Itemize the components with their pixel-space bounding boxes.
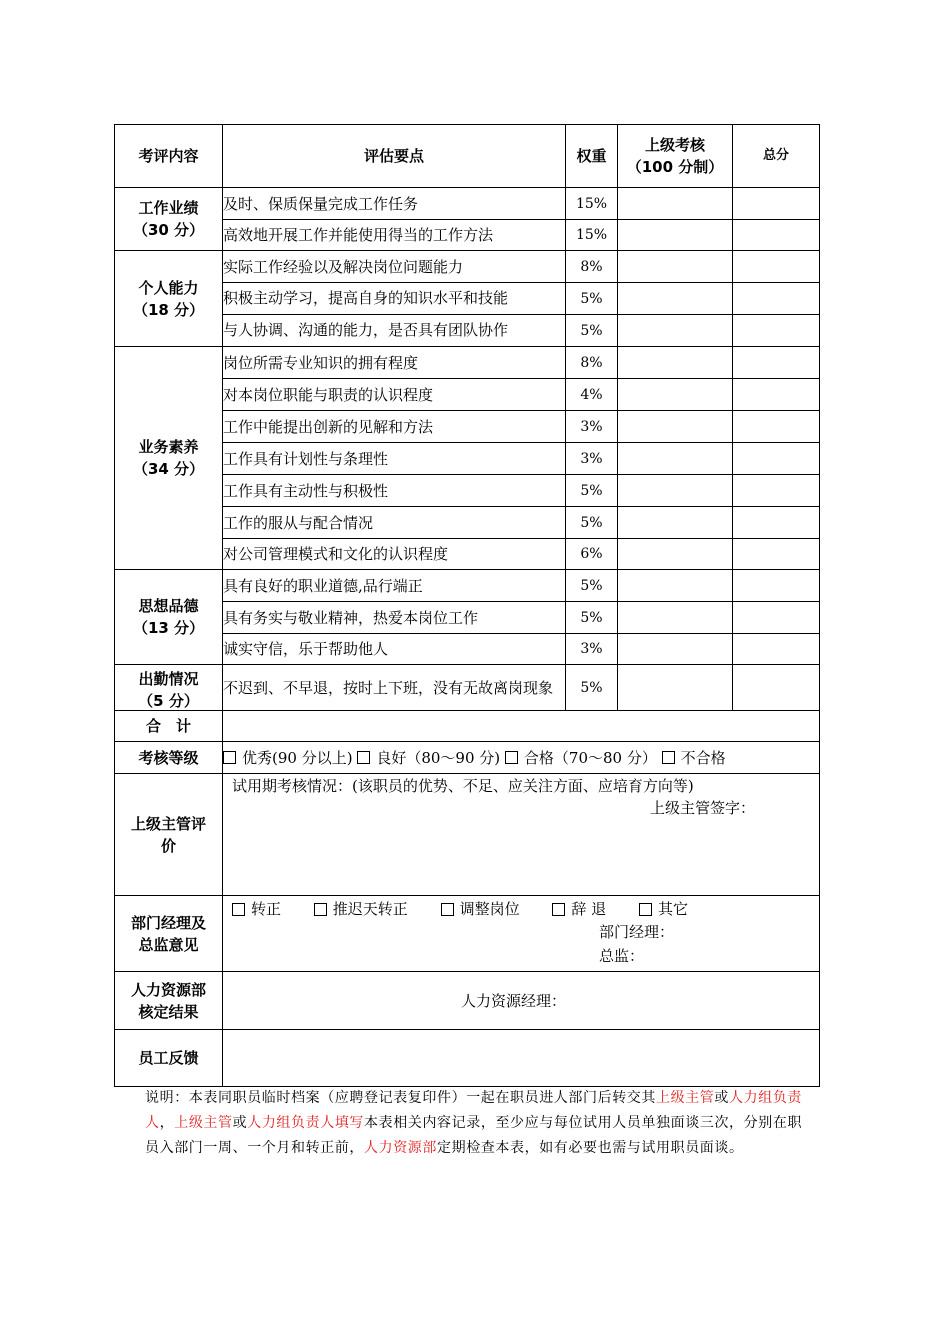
manager-options (223, 896, 819, 920)
note-text: 或 (232, 1115, 248, 1131)
item-text: 不迟到、不早退，按时上下班，没有无故离岗现象 (223, 678, 554, 697)
category-name: 思想品德 (138, 597, 199, 615)
item-text: 具有务实与敬业精神，热爱本岗位工作 (223, 602, 566, 634)
item-text-cell (223, 315, 566, 347)
manager-label (115, 896, 223, 972)
item-weight: 5% (566, 475, 618, 507)
item-text: 及时、保质保量完成工作任务 (223, 188, 566, 220)
dept-manager-signature: 部门经理： (599, 923, 675, 941)
score-input-cell[interactable] (618, 602, 733, 634)
checkbox-icon[interactable] (232, 903, 245, 916)
supervisor-label-line1: 上级主管评 (130, 814, 206, 833)
note-text: 本表相关内容记录，至少应与每位试用人员单独面谈三次，分别在职员入部门一周、一个月和转正前， (145, 1115, 803, 1156)
table-row (115, 251, 820, 283)
item-weight: 5% (566, 570, 618, 602)
item-text-cell (223, 283, 566, 315)
total-input-cell[interactable] (733, 665, 820, 711)
header-supervisor-review-line2: （100 分制） (626, 158, 724, 176)
item-weight: 8% (566, 347, 618, 379)
category-name: 业务素养 (138, 438, 199, 456)
checkbox-icon[interactable] (314, 903, 327, 916)
total-input-cell[interactable] (733, 411, 820, 443)
header-total-score: 总分 (733, 125, 820, 188)
item-text: 对本岗位职能与职责的认识程度 (223, 379, 566, 411)
checkbox-icon[interactable] (441, 903, 454, 916)
supervisor-prompt: 试用期考核情况：(该职员的优势、不足、应关注方面、应培育方向等) (232, 777, 694, 795)
total-input-cell[interactable] (733, 539, 820, 570)
explanatory-note (145, 1086, 815, 1161)
manager-label-line2: 总监意见 (138, 935, 199, 954)
category-score: （30 分） (132, 221, 205, 239)
category-name: 个人能力 (138, 278, 199, 297)
item-weight: 5% (566, 507, 618, 539)
score-input-cell[interactable] (618, 411, 733, 443)
manager-opinion-cell (223, 896, 820, 972)
hr-label (115, 972, 223, 1030)
manager-opinion-row (115, 896, 820, 972)
item-weight: 5% (566, 602, 618, 634)
option-dismiss[interactable]: 辞 退 (552, 900, 606, 918)
item-weight: 6% (566, 539, 618, 570)
checkbox-icon[interactable] (552, 903, 565, 916)
category-score: （18 分） (132, 300, 205, 319)
note-text: ， (159, 1115, 175, 1131)
note-highlight: 上级主管 (656, 1090, 715, 1106)
supervisor-evaluation-row (115, 774, 820, 896)
header-weight: 权重 (566, 125, 618, 188)
grade-option-pass[interactable]: 合格（70～80 分） (505, 749, 657, 767)
score-input-cell[interactable] (618, 634, 733, 665)
feedback-row (115, 1030, 820, 1087)
category-score: （13 分） (132, 619, 205, 637)
score-input-cell[interactable] (618, 188, 733, 220)
item-text: 与人协调、沟通的能力，是否具有团队协作 (223, 320, 509, 339)
table-row (115, 188, 820, 220)
item-text: 实际工作经验以及解决岗位问题能力 (223, 251, 566, 283)
grade-row (115, 742, 820, 774)
item-text: 工作具有计划性与条理性 (223, 443, 566, 475)
item-text: 具有良好的职业道德,品行端正 (223, 570, 566, 602)
item-weight: 5% (566, 665, 618, 711)
option-other[interactable]: 其它 (639, 900, 688, 918)
item-weight: 15% (566, 220, 618, 251)
category-score: （5 分） (138, 691, 199, 708)
grade-options (223, 742, 820, 774)
item-weight: 5% (566, 315, 618, 347)
total-input-cell[interactable] (733, 475, 820, 507)
item-text: 工作的服从与配合情况 (223, 507, 566, 539)
hr-label-line1: 人力资源部 (130, 980, 206, 999)
item-text: 积极主动学习，提高自身的知识水平和技能 (223, 288, 509, 307)
director-signature: 总监： (599, 947, 645, 965)
category-ethics (115, 570, 223, 665)
total-input-cell[interactable] (733, 379, 820, 411)
total-input-cell[interactable] (733, 188, 820, 220)
grade-option-excellent[interactable]: 优秀(90 分以上) (223, 749, 353, 767)
note-highlight: 人力资源部 (364, 1140, 437, 1156)
score-input-cell[interactable] (618, 347, 733, 379)
option-confirm[interactable]: 转正 (232, 900, 281, 918)
feedback-label: 员工反馈 (115, 1030, 223, 1087)
grade-option-good[interactable]: 良好（80～90 分) (357, 749, 500, 767)
item-weight: 4% (566, 379, 618, 411)
category-attendance (115, 665, 223, 711)
score-input-cell[interactable] (618, 220, 733, 251)
score-input-cell[interactable] (618, 283, 733, 315)
note-text: 或 (714, 1090, 730, 1106)
grade-label: 考核等级 (115, 742, 223, 774)
item-weight: 3% (566, 634, 618, 665)
score-input-cell[interactable] (618, 539, 733, 570)
total-label: 合 计 (115, 711, 223, 742)
grade-option-fail[interactable]: 不合格 (662, 749, 726, 767)
note-text: 定期检查本表，如有必要也需与试用职员面谈。 (437, 1140, 744, 1156)
checkbox-icon[interactable] (662, 751, 675, 764)
item-text: 对公司管理模式和文化的认识程度 (223, 539, 566, 570)
score-input-cell[interactable] (618, 315, 733, 347)
item-text-cell (223, 665, 566, 711)
item-text: 诚实守信，乐于帮助他人 (223, 634, 566, 665)
item-weight: 3% (566, 443, 618, 475)
item-weight: 3% (566, 411, 618, 443)
header-row (115, 125, 820, 188)
score-input-cell[interactable] (618, 443, 733, 475)
score-input-cell[interactable] (618, 251, 733, 283)
note-highlight: 上级主管 (174, 1115, 233, 1131)
total-input-cell[interactable] (733, 634, 820, 665)
checkbox-icon[interactable] (639, 903, 652, 916)
note-highlight: 人力组负责人填写 (247, 1115, 365, 1131)
total-input-cell[interactable] (733, 507, 820, 539)
item-text: 高效地开展工作并能使用得当的工作方法 (223, 220, 566, 251)
category-personal-ability (115, 251, 223, 347)
header-assessment-points: 评估要点 (223, 125, 566, 188)
feedback-cell[interactable] (223, 1030, 820, 1087)
manager-label-line1: 部门经理及 (130, 913, 206, 932)
item-text: 岗位所需专业知识的拥有程度 (223, 347, 566, 379)
category-name: 出勤情况 (138, 669, 199, 688)
table-row (115, 347, 820, 379)
checkbox-icon[interactable] (505, 751, 518, 764)
total-input-cell[interactable] (733, 347, 820, 379)
probation-evaluation-table (114, 124, 820, 1087)
item-weight: 15% (566, 188, 618, 220)
checkbox-icon[interactable] (357, 751, 370, 764)
supervisor-label (115, 774, 223, 896)
header-evaluation-content: 考评内容 (115, 125, 223, 188)
score-input-cell[interactable] (618, 570, 733, 602)
score-input-cell[interactable] (618, 379, 733, 411)
item-text: 工作中能提出创新的见解和方法 (223, 411, 566, 443)
option-transfer[interactable]: 调整岗位 (441, 900, 520, 918)
total-input-cell[interactable] (733, 602, 820, 634)
supervisor-signature: 上级主管签字： (649, 799, 755, 817)
item-weight: 5% (566, 283, 618, 315)
option-delay[interactable]: 推迟天转正 (314, 900, 408, 918)
total-input-cell[interactable] (733, 570, 820, 602)
table-row (115, 665, 820, 711)
category-score: （34 分） (132, 460, 205, 478)
hr-result-row (115, 972, 820, 1030)
item-text: 工作具有主动性与积极性 (223, 475, 566, 507)
score-input-cell[interactable] (618, 475, 733, 507)
table-row (115, 570, 820, 602)
supervisor-label-line2: 价 (160, 836, 176, 855)
hr-label-line2: 核定结果 (138, 1002, 199, 1021)
total-value-cell[interactable] (223, 711, 820, 742)
header-supervisor-review (618, 125, 733, 188)
total-input-cell[interactable] (733, 443, 820, 475)
score-input-cell[interactable] (618, 507, 733, 539)
hr-result-cell[interactable] (223, 972, 820, 1030)
category-professional-quality (115, 347, 223, 570)
total-row (115, 711, 820, 742)
category-work-performance (115, 188, 223, 251)
total-input-cell[interactable] (733, 220, 820, 251)
total-input-cell[interactable] (733, 315, 820, 347)
total-input-cell[interactable] (733, 251, 820, 283)
item-weight: 8% (566, 251, 618, 283)
category-name: 工作业绩 (138, 199, 199, 217)
note-text: 说明：本表同职员临时档案（应聘登记表复印件）一起在职员进人部门后转交其 (145, 1090, 656, 1106)
score-input-cell[interactable] (618, 665, 733, 711)
total-input-cell[interactable] (733, 283, 820, 315)
supervisor-evaluation-cell[interactable] (223, 774, 820, 896)
hr-manager-signature: 人力资源经理： (461, 991, 567, 1010)
header-supervisor-review-line1: 上级考核 (644, 136, 705, 154)
checkbox-icon[interactable] (223, 751, 236, 764)
note-highlight: 人力组负责人 (145, 1090, 803, 1131)
